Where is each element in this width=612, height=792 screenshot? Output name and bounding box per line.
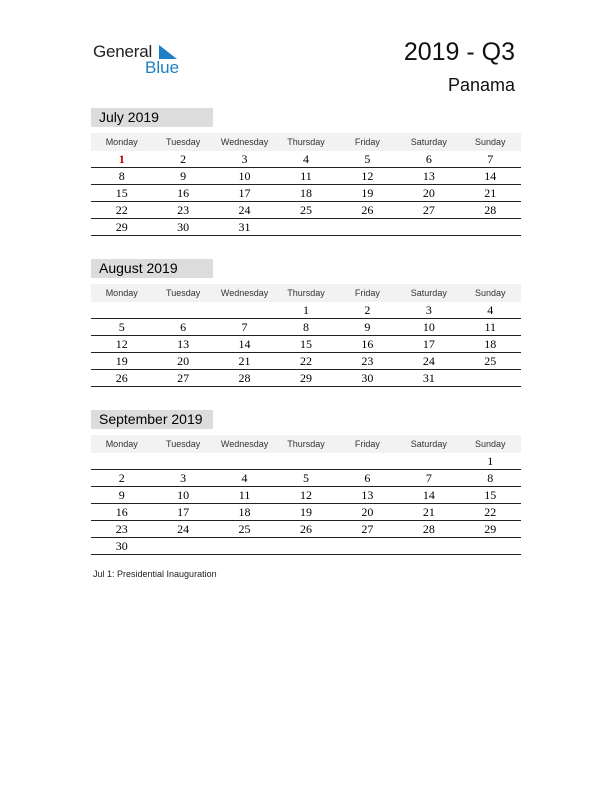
day-cell: 10 xyxy=(238,169,251,183)
day-cell: 11 xyxy=(238,488,251,502)
day-cell: 14 xyxy=(238,337,251,351)
day-cell: 22 xyxy=(299,354,312,368)
day-cell: 26 xyxy=(361,203,374,217)
day-cell: 18 xyxy=(484,337,497,351)
weekday-label: Wednesday xyxy=(220,288,269,298)
day-cell: 28 xyxy=(422,522,435,536)
day-cell: 31 xyxy=(238,220,251,234)
period-title: 2019 - Q3 xyxy=(403,38,515,66)
week-row xyxy=(91,538,521,555)
day-cell: 28 xyxy=(484,203,497,217)
weekday-label: Wednesday xyxy=(220,137,269,147)
day-cell: 19 xyxy=(115,354,128,368)
weekday-label: Sunday xyxy=(474,439,506,449)
day-cell: 2 xyxy=(180,152,187,166)
day-cell: 9 xyxy=(118,488,125,502)
day-cell: 5 xyxy=(302,471,309,485)
day-cell: 12 xyxy=(115,337,128,351)
day-cell: 17 xyxy=(238,186,251,200)
month-title: September 2019 xyxy=(91,410,213,429)
day-cell: 31 xyxy=(422,371,435,385)
day-cell: 10 xyxy=(422,320,435,334)
day-cell: 7 xyxy=(241,320,248,334)
day-cell: 5 xyxy=(118,320,125,334)
day-cell: 14 xyxy=(484,169,497,183)
logo-text-general: General xyxy=(93,42,153,61)
day-cell: 4 xyxy=(241,471,248,485)
week-row xyxy=(91,370,521,387)
day-cell: 15 xyxy=(299,337,312,351)
day-cell: 26 xyxy=(115,371,128,385)
weekday-label: Sunday xyxy=(474,137,506,147)
week-row xyxy=(91,470,521,487)
day-cell: 3 xyxy=(241,152,248,166)
day-cell: 2 xyxy=(118,471,125,485)
week-row xyxy=(91,219,521,236)
day-cell: 24 xyxy=(238,203,251,217)
day-cell: 26 xyxy=(299,522,312,536)
weekday-label: Monday xyxy=(105,137,138,147)
week-row xyxy=(91,336,521,353)
day-cell: 11 xyxy=(300,169,312,183)
day-cell: 28 xyxy=(238,371,251,385)
day-cell: 30 xyxy=(177,220,190,234)
day-cell: 17 xyxy=(422,337,435,351)
country-name: Panama xyxy=(447,75,515,95)
day-cell: 9 xyxy=(180,169,187,183)
day-cell: 21 xyxy=(238,354,251,368)
weekday-label: Friday xyxy=(354,288,380,298)
logo xyxy=(93,42,193,78)
day-cell: 25 xyxy=(484,354,497,368)
day-cell: 27 xyxy=(177,371,190,385)
weekday-label: Tuesday xyxy=(166,137,201,147)
day-cell: 3 xyxy=(425,303,432,317)
day-cell: 8 xyxy=(487,471,494,485)
day-cell: 8 xyxy=(302,320,309,334)
day-cell: 14 xyxy=(422,488,435,502)
weekday-label: Saturday xyxy=(410,439,447,449)
day-cell: 30 xyxy=(361,371,374,385)
day-cell: 19 xyxy=(361,186,374,200)
weekday-label: Thursday xyxy=(287,288,325,298)
weekday-label: Tuesday xyxy=(166,288,201,298)
day-cell: 1 xyxy=(487,454,494,468)
weekday-label: Friday xyxy=(354,137,380,147)
day-cell: 7 xyxy=(425,471,432,485)
day-cell: 10 xyxy=(177,488,190,502)
weekday-label: Monday xyxy=(105,439,138,449)
day-cell: 1 xyxy=(302,303,309,317)
weekday-header xyxy=(91,133,521,151)
day-cell: 12 xyxy=(299,488,312,502)
day-cell: 23 xyxy=(177,203,190,217)
day-cell: 29 xyxy=(484,522,497,536)
day-cell: 13 xyxy=(177,337,190,351)
week-row xyxy=(91,521,521,538)
logo-text-blue: Blue xyxy=(145,58,180,77)
weekday-label: Friday xyxy=(354,439,380,449)
day-cell: 20 xyxy=(361,505,374,519)
day-cell: 7 xyxy=(487,152,494,166)
week-row xyxy=(91,353,521,370)
day-cell: 29 xyxy=(115,220,128,234)
day-cell: 20 xyxy=(177,354,190,368)
week-row xyxy=(91,151,521,168)
day-cell: 16 xyxy=(115,505,128,519)
day-cell: 5 xyxy=(364,152,371,166)
month-august xyxy=(91,259,521,387)
weekday-label: Tuesday xyxy=(166,439,201,449)
month-september xyxy=(91,410,521,555)
day-cell: 15 xyxy=(484,488,497,502)
day-cell: 22 xyxy=(115,203,128,217)
month-title: July 2019 xyxy=(91,108,213,127)
day-cell: 25 xyxy=(299,203,312,217)
month-title: August 2019 xyxy=(91,259,213,278)
day-cell: 21 xyxy=(422,505,435,519)
day-cell: 22 xyxy=(484,505,497,519)
day-cell: 27 xyxy=(361,522,374,536)
weekday-label: Sunday xyxy=(474,288,506,298)
day-cell: 18 xyxy=(299,186,312,200)
month-july xyxy=(91,108,521,236)
day-cell: 20 xyxy=(422,186,435,200)
weekday-label: Thursday xyxy=(287,439,325,449)
day-cell: 4 xyxy=(487,303,494,317)
day-cell: 16 xyxy=(177,186,190,200)
day-cell: 27 xyxy=(422,203,435,217)
day-cell: 9 xyxy=(364,320,371,334)
day-cell: 24 xyxy=(177,522,190,536)
day-cell: 13 xyxy=(361,488,374,502)
week-row xyxy=(91,319,521,336)
weekday-label: Thursday xyxy=(287,137,325,147)
weekday-label: Monday xyxy=(105,288,138,298)
week-row xyxy=(91,453,521,470)
day-cell: 2 xyxy=(364,303,371,317)
day-cell: 12 xyxy=(361,169,374,183)
day-cell: 21 xyxy=(484,186,497,200)
day-cell: 23 xyxy=(361,354,374,368)
day-cell: 4 xyxy=(302,152,309,166)
day-cell: 24 xyxy=(422,354,435,368)
logo-triangle-icon xyxy=(159,45,177,59)
day-cell: 23 xyxy=(115,522,128,536)
day-cell: 1 xyxy=(118,152,125,166)
day-cell: 3 xyxy=(180,471,187,485)
weekday-label: Wednesday xyxy=(220,439,269,449)
day-cell: 11 xyxy=(484,320,497,334)
day-cell: 15 xyxy=(115,186,128,200)
week-row xyxy=(91,168,521,185)
weekday-header xyxy=(91,284,521,302)
week-row xyxy=(91,487,521,504)
day-cell: 6 xyxy=(364,471,371,485)
weekday-label: Saturday xyxy=(410,137,447,147)
day-cell: 16 xyxy=(361,337,374,351)
day-cell: 19 xyxy=(299,505,312,519)
day-cell: 17 xyxy=(177,505,190,519)
week-row xyxy=(91,302,521,319)
day-cell: 8 xyxy=(118,169,125,183)
week-row xyxy=(91,504,521,521)
day-cell: 6 xyxy=(180,320,187,334)
week-row xyxy=(91,202,521,219)
day-cell: 25 xyxy=(238,522,251,536)
day-cell: 30 xyxy=(115,539,128,553)
day-cell: 18 xyxy=(238,505,251,519)
holiday-note: Jul 1: Presidential Inauguration xyxy=(93,569,217,579)
day-cell: 29 xyxy=(299,371,312,385)
week-row xyxy=(91,185,521,202)
weekday-header xyxy=(91,435,521,453)
day-cell: 13 xyxy=(422,169,435,183)
weekday-label: Saturday xyxy=(410,288,447,298)
day-cell: 6 xyxy=(425,152,432,166)
